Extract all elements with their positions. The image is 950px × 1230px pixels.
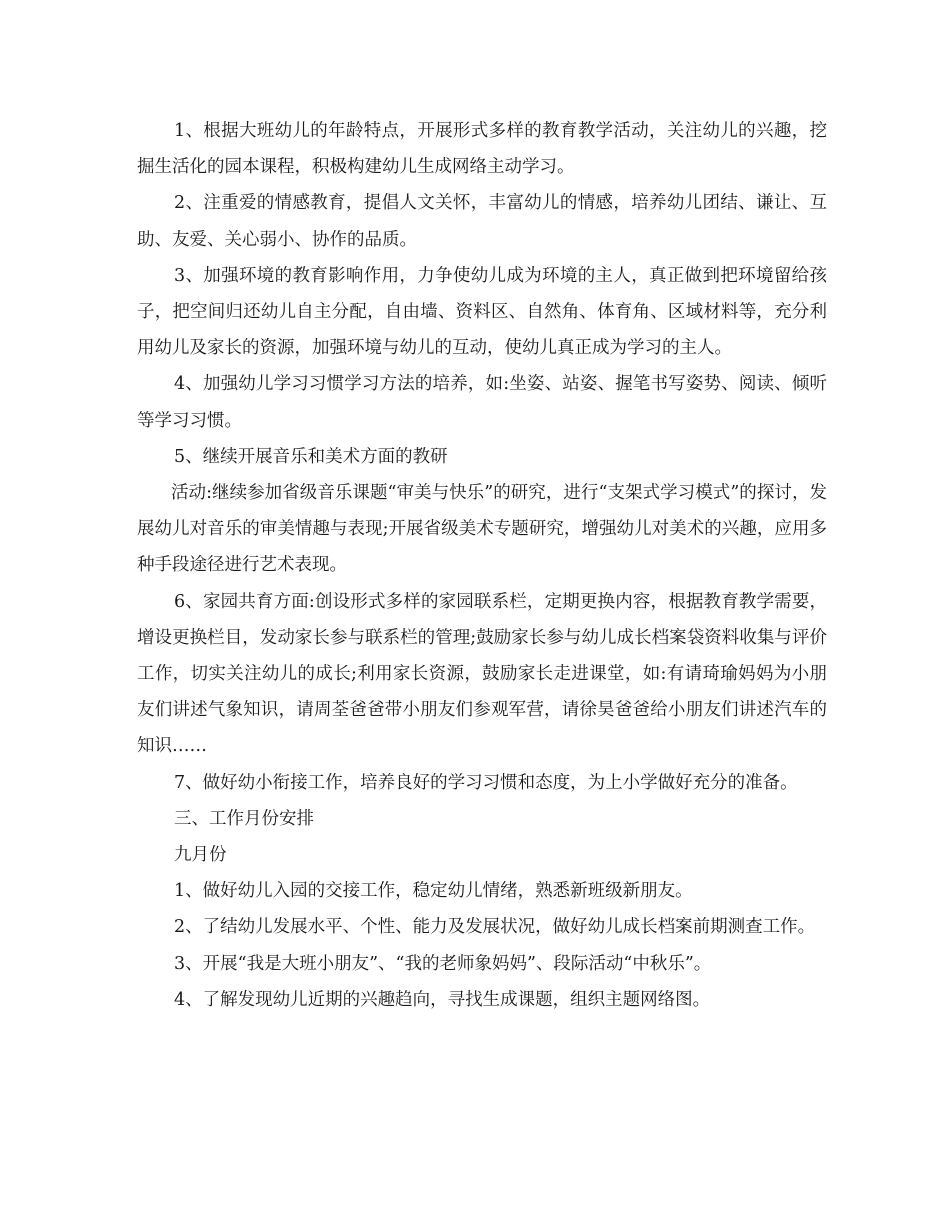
paragraph-goal-2: 2、注重爱的情感教育，提倡人文关怀，丰富幼儿的情感，培养幼儿团结、谦让、互助、友爱、关心弱小、协作的品质。 (137, 193, 827, 250)
section-heading: 三、工作月份安排 (174, 808, 314, 829)
paragraph-september-2: 2、了结幼儿发展水平、个性、能力及发展状况，做好幼儿成长档案前期测查工作。 (174, 917, 816, 938)
paragraph-september-1: 1、做好幼儿入园的交接工作，稳定幼儿情绪，熟悉新班级新朋友。 (174, 881, 693, 902)
paragraph-september-3: 3、开展“我是大班小朋友”、“我的老师象妈妈”、段际活动“中秋乐”。 (174, 953, 712, 974)
paragraph-goal-6: 6、家园共育方面:创设形式多样的家园联系栏，定期更换内容，根据教育教学需要，增设更换栏目，发动家长参与联系栏的管理;鼓励家长参与幼儿成长档案袋资料收集与评价工作，切实关注幼儿的成长;利用家长资源，鼓励家长走进课堂，如:有请琦瑜妈妈为小朋友们讲述气象知识，请周荃爸爸带小朋友们参观军营，请徐昊爸爸给小朋友们讲述汽车的知识…… (137, 591, 827, 757)
paragraph-goal-5: 5、继续开展音乐和美术方面的教研 (174, 446, 448, 467)
month-heading: 九月份 (174, 845, 227, 866)
paragraph-goal-5-detail: 活动:继续参加省级音乐课题“审美与快乐”的研究，进行“支架式学习模式”的探讨，发展幼儿对音乐的审美情趣与表现;开展省级美术专题研究，增强幼儿对美术的兴趣，应用多种手段途径进行艺术表现。 (137, 483, 827, 576)
paragraph-september-4: 4、了解发现幼儿近期的兴趣趋向，寻找生成课题，组织主题网络图。 (174, 989, 711, 1010)
paragraph-goal-4: 4、加强幼儿学习习惯学习方法的培养，如:坐姿、站姿、握笔书写姿势、阅读、倾听等学习习惯。 (137, 374, 827, 431)
paragraph-goal-7: 7、做好幼小衔接工作，培养良好的学习习惯和态度，为上小学做好充分的准备。 (174, 772, 798, 793)
document-body (137, 113, 827, 1018)
paragraph-goal-3: 3、加强环境的教育影响作用，力争使幼儿成为环境的主人，真正做到把环境留给孩子，把空间归还幼儿自主分配，自由墙、资料区、自然角、体育角、区域材料等，充分利用幼儿及家长的资源，加强环境与幼儿的互动，使幼儿真正成为学习的主人。 (137, 265, 827, 359)
paragraph-goal-1: 1、根据大班幼儿的年龄特点，开展形式多样的教育教学活动，关注幼儿的兴趣，挖掘生活化的园本课程，积极构建幼儿生成网络主动学习。 (137, 121, 827, 178)
